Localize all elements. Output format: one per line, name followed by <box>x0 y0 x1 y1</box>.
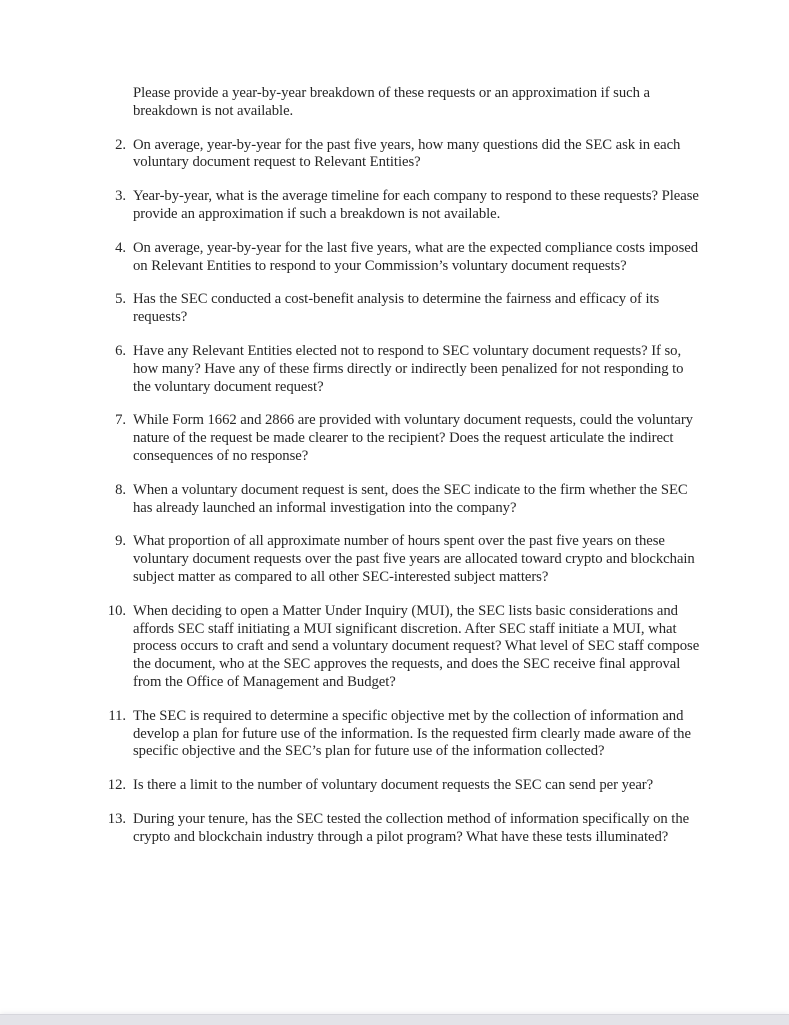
list-item-number: 4. <box>115 239 126 256</box>
list-item-text: What proportion of all approximate number of hours spent over the past five years on these voluntary document requests over the past five years are allocated toward crypto and blockchain subject matter as compared to all other SEC-interested subject matters? <box>133 533 695 585</box>
list-item-text: When a voluntary document request is sent, does the SEC indicate to the firm whether the SEC has already launched an informal investigation into the company? <box>133 481 688 516</box>
list-item-text: On average, year-by-year for the past five years, how many questions did the SEC ask in each voluntary document request to Relevant Entities? <box>133 136 681 171</box>
list-item-text: During your tenure, has the SEC tested the collection method of information specifically on the crypto and blockchain industry through a pilot program? What have these tests illuminated? <box>133 810 690 845</box>
list-item-text: Year-by-year, what is the average timeline for each company to respond to these requests? Please provide an approximation if such a breakdown is not available. <box>133 188 699 222</box>
document-content <box>107 85 703 863</box>
list-item-number: 2. <box>115 136 126 153</box>
list-item-number: 8. <box>115 481 126 498</box>
list-item <box>107 810 703 847</box>
list-item-text: While Form 1662 and 2866 are provided with voluntary document requests, could the voluntary nature of the request be made clearer to the recipient? Does the request articulate the indirect consequences of no response? <box>133 412 693 464</box>
list-item-text: The SEC is required to determine a specific objective met by the collection of information and develop a plan for future use of the information. Is the requested firm clearly made aware of the specific objective and the SEC’s plan for future use of the information collected? <box>133 707 691 760</box>
list-item-text: Is there a limit to the number of voluntary document requests the SEC can send per year? <box>133 777 654 794</box>
list-item <box>107 777 703 795</box>
list-item <box>107 602 703 692</box>
list-item <box>108 707 703 761</box>
list-item-number: 6. <box>115 342 126 359</box>
list-item-number: 7. <box>115 412 126 429</box>
list-item-text: When deciding to open a Matter Under Inquiry (MUI), the SEC lists basic considerations and affords SEC staff initiating a MUI significant discretion. After SEC staff initiate a MUI, what process occurs to craft and send a voluntary document request? What level of SEC staff compose the document, who at the SEC approves the requests, and does the SEC receive final approval from the Office of Management and Budget? <box>133 602 700 690</box>
list-item-number: 11. <box>108 707 126 724</box>
list-item-number: 12. <box>107 777 126 794</box>
list-item <box>115 481 703 518</box>
list-item <box>115 342 703 396</box>
list-item-number: 13. <box>107 810 126 827</box>
list-item-number: 9. <box>115 533 126 550</box>
list-item <box>115 136 703 173</box>
list-item-text: On average, year-by-year for the last five years, what are the expected compliance costs imposed on Relevant Entities to respond to your Commission’s voluntary document requests? <box>133 239 699 274</box>
list-item-number: 3. <box>115 188 126 205</box>
page-edge-strip <box>0 1014 789 1025</box>
list-item-text: Has the SEC conducted a cost-benefit analysis to determine the fairness and efficacy of its requests? <box>133 291 660 326</box>
list-item-number: 5. <box>115 291 126 308</box>
list-item <box>115 291 703 327</box>
list-item <box>115 412 703 465</box>
list-item-text: Have any Relevant Entities elected not to respond to SEC voluntary document requests? If so, how many? Have any of these firms directly or indirectly been penalized for not responding to the voluntary document request? <box>133 342 684 395</box>
list-item <box>115 188 703 224</box>
list-item-number: 10. <box>107 602 126 619</box>
intro-paragraph: Please provide a year-by-year breakdown of these requests or an approximation if such a breakdown is not available. <box>133 85 650 119</box>
list-item <box>115 533 703 586</box>
list-item <box>115 239 703 276</box>
